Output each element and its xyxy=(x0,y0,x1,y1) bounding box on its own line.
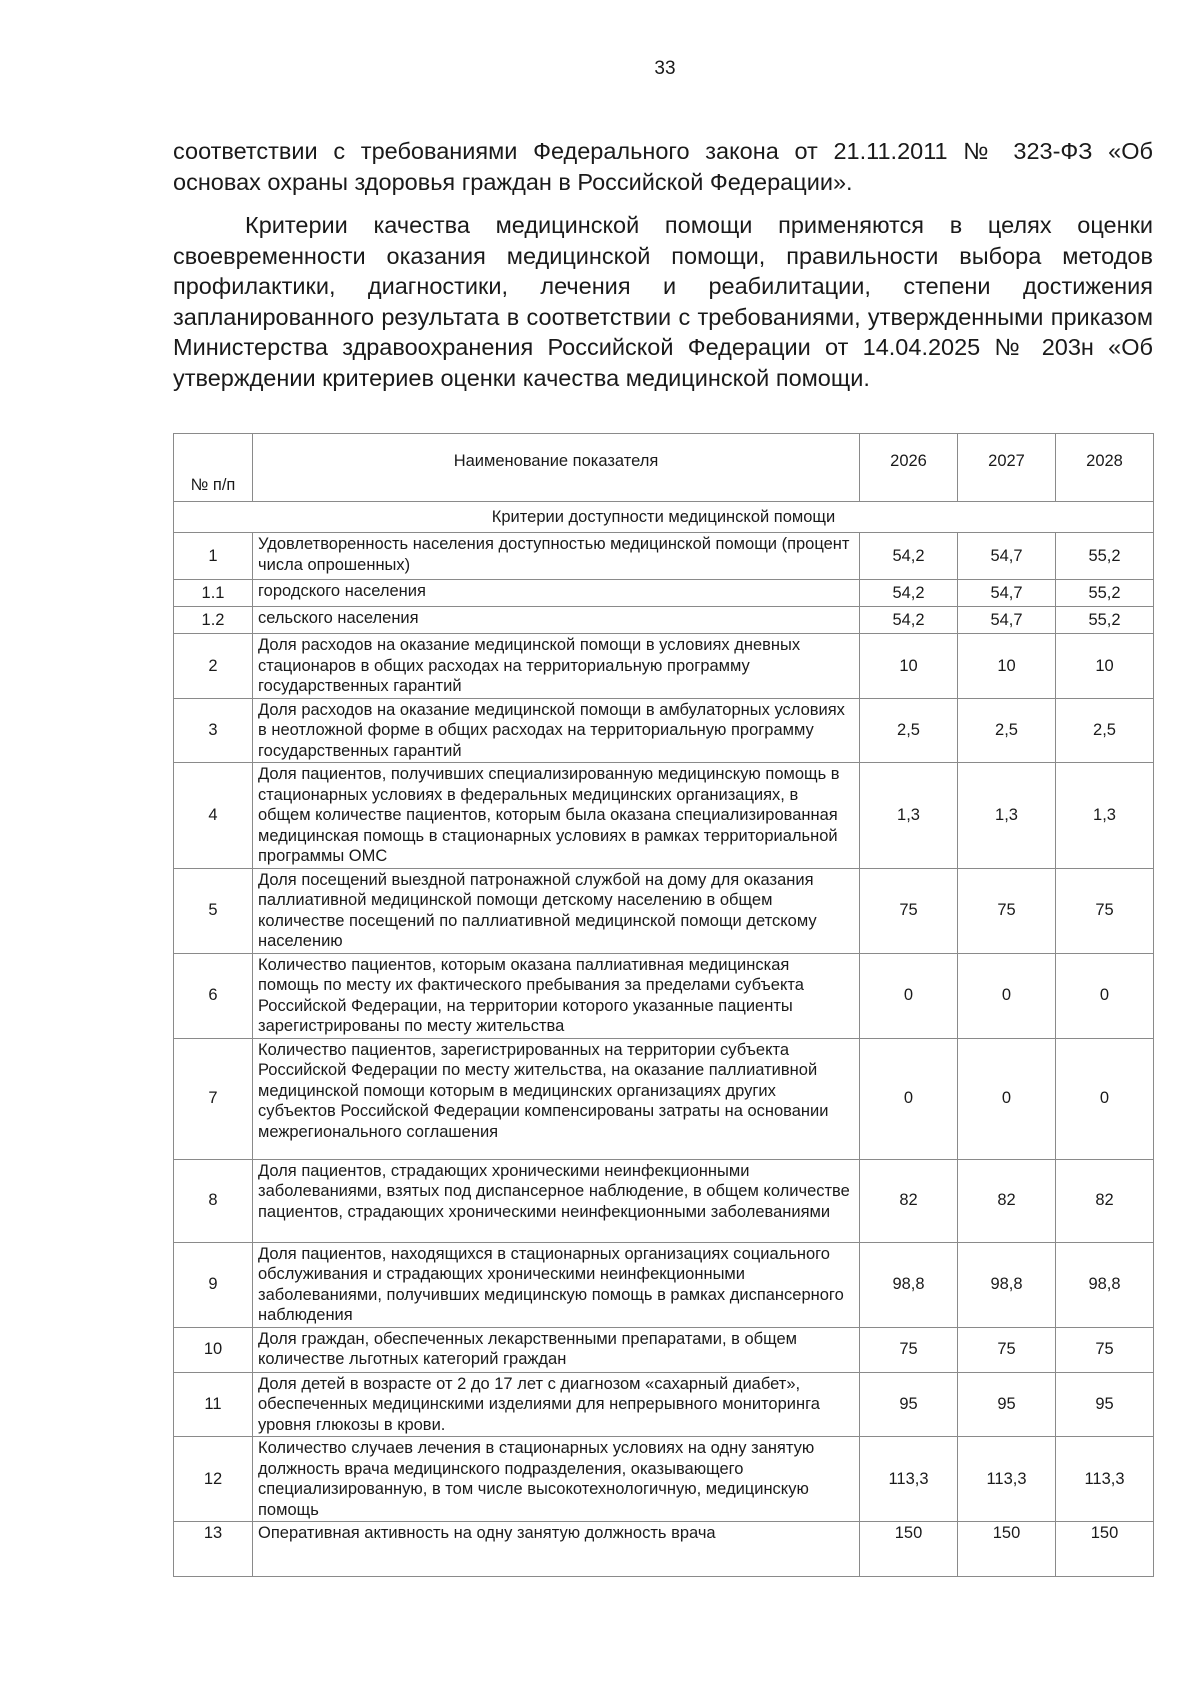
row-value-2027: 75 xyxy=(958,1327,1056,1372)
row-indicator-name: Доля пациентов, находящихся в стационарных организациях социального обслуживания и страдающих хроническими неинфекционными заболеваниями, получивших медицинскую помощь в рамках диспансерного наблюдения xyxy=(253,1242,860,1327)
row-number: 1.2 xyxy=(174,607,253,634)
table-row xyxy=(174,1437,1154,1522)
row-indicator-name: Доля посещений выездной патронажной службой на дому для оказания паллиативной медицинской помощи детскому населению в общем количестве посещений по паллиативной медицинской помощи детскому населению xyxy=(253,868,860,953)
row-value-2026: 54,2 xyxy=(860,580,958,607)
row-value-2026: 1,3 xyxy=(860,763,958,869)
row-value-2028: 55,2 xyxy=(1056,580,1154,607)
row-value-2026: 113,3 xyxy=(860,1437,958,1522)
table-row xyxy=(174,1159,1154,1242)
row-number: 2 xyxy=(174,634,253,699)
row-value-2026: 150 xyxy=(860,1522,958,1577)
row-indicator-name: Количество случаев лечения в стационарных условиях на одну занятую должность врача медицинского подразделения, оказывающего специализированную, в том числе высокотехнологичную, медицинскую помощь xyxy=(253,1437,860,1522)
row-value-2028: 75 xyxy=(1056,868,1154,953)
row-value-2027: 0 xyxy=(958,953,1056,1038)
row-value-2026: 75 xyxy=(860,868,958,953)
row-indicator-name: Оперативная активность на одну занятую должность врача xyxy=(253,1522,860,1577)
row-value-2027: 95 xyxy=(958,1372,1056,1437)
row-value-2027: 98,8 xyxy=(958,1242,1056,1327)
row-indicator-name: Доля граждан, обеспеченных лекарственными препаратами, в общем количестве льготных категорий граждан xyxy=(253,1327,860,1372)
row-value-2027: 54,7 xyxy=(958,580,1056,607)
row-value-2026: 10 xyxy=(860,634,958,699)
table-row xyxy=(174,607,1154,634)
table-row xyxy=(174,763,1154,869)
row-value-2028: 2,5 xyxy=(1056,698,1154,763)
paragraph-criteria: Критерии качества медицинской помощи применяются в целях оценки своевременности оказания медицинской помощи, правильности выбора методов профилактики, диагностики, лечения и реабилитации, степени достижения запланированного результата в соответствии с требованиями, утвержденными приказом Министерства здравоохранения Российской Федерации от 14.04.2025 № 203н «Об утверждении критериев оценки качества медицинской помощи. xyxy=(173,212,1153,391)
row-value-2028: 55,2 xyxy=(1056,607,1154,634)
row-value-2028: 1,3 xyxy=(1056,763,1154,869)
section-row xyxy=(174,502,1154,533)
section-title: Критерии доступности медицинской помощи xyxy=(174,502,1154,533)
row-value-2026: 98,8 xyxy=(860,1242,958,1327)
row-value-2028: 113,3 xyxy=(1056,1437,1154,1522)
table-row xyxy=(174,533,1154,580)
row-indicator-name: Удовлетворенность населения доступностью медицинской помощи (процент числа опрошенных) xyxy=(253,533,860,580)
row-value-2026: 0 xyxy=(860,1038,958,1159)
row-value-2028: 95 xyxy=(1056,1372,1154,1437)
row-value-2028: 98,8 xyxy=(1056,1242,1154,1327)
row-indicator-name: Доля пациентов, страдающих хроническими неинфекционными заболеваниями, взятых под диспансерное наблюдение, в общем количестве пациентов, страдающих хроническими неинфекционными заболеваниями xyxy=(253,1159,860,1242)
row-indicator-name: сельского населения xyxy=(253,607,860,634)
row-value-2028: 82 xyxy=(1056,1159,1154,1242)
table-row xyxy=(174,1522,1154,1577)
row-value-2027: 54,7 xyxy=(958,607,1056,634)
table-row xyxy=(174,1372,1154,1437)
table-header-row xyxy=(174,434,1154,502)
criteria-table xyxy=(173,433,1154,1577)
page-number: 33 xyxy=(654,58,676,79)
row-indicator-name: городского населения xyxy=(253,580,860,607)
row-indicator-name: Количество пациентов, которым оказана паллиативная медицинская помощь по месту их фактического пребывания за пределами субъекта Российской Федерации, на территории которого указанные пациенты зарегистрированы по месту жительства xyxy=(253,953,860,1038)
row-value-2027: 150 xyxy=(958,1522,1056,1577)
table-row xyxy=(174,1038,1154,1159)
row-value-2027: 1,3 xyxy=(958,763,1056,869)
row-value-2027: 10 xyxy=(958,634,1056,699)
row-value-2026: 54,2 xyxy=(860,607,958,634)
row-value-2028: 75 xyxy=(1056,1327,1154,1372)
row-number: 11 xyxy=(174,1372,253,1437)
header-year-2026: 2026 xyxy=(860,434,958,502)
row-number: 6 xyxy=(174,953,253,1038)
table-row xyxy=(174,953,1154,1038)
row-number: 1.1 xyxy=(174,580,253,607)
row-value-2026: 82 xyxy=(860,1159,958,1242)
table-row xyxy=(174,1327,1154,1372)
row-number: 9 xyxy=(174,1242,253,1327)
row-value-2028: 0 xyxy=(1056,953,1154,1038)
row-value-2026: 95 xyxy=(860,1372,958,1437)
table-row xyxy=(174,634,1154,699)
row-number: 10 xyxy=(174,1327,253,1372)
row-number: 5 xyxy=(174,868,253,953)
row-number: 8 xyxy=(174,1159,253,1242)
row-number: 13 xyxy=(174,1522,253,1577)
row-number: 1 xyxy=(174,533,253,580)
row-number: 3 xyxy=(174,698,253,763)
table-row xyxy=(174,580,1154,607)
paragraph-continuation: соответствии с требованиями Федерального закона от 21.11.2011 № 323-ФЗ «Об основах охраны здоровья граждан в Российской Федерации». xyxy=(173,138,1153,195)
row-value-2028: 55,2 xyxy=(1056,533,1154,580)
row-indicator-name: Доля детей в возрасте от 2 до 17 лет с диагнозом «сахарный диабет», обеспеченных медицинскими изделиями для непрерывного мониторинга уровня глюкозы в крови. xyxy=(253,1372,860,1437)
table-row xyxy=(174,1242,1154,1327)
table-row xyxy=(174,868,1154,953)
row-indicator-name: Количество пациентов, зарегистрированных на территории субъекта Российской Федерации по месту жительства, на оказание паллиативной медицинской помощи которым в медицинских организациях других субъектов Российской Федерации компенсированы затраты на основании межрегионального соглашения xyxy=(253,1038,860,1159)
header-number: № п/п xyxy=(174,434,253,502)
row-value-2026: 75 xyxy=(860,1327,958,1372)
header-indicator-name: Наименование показателя xyxy=(253,434,860,502)
row-value-2027: 54,7 xyxy=(958,533,1056,580)
row-indicator-name: Доля пациентов, получивших специализированную медицинскую помощь в стационарных условиях в федеральных медицинских организациях, в общем количестве пациентов, которым была оказана специализированная медицинская помощь в стационарных условиях в рамках территориальной программы ОМС xyxy=(253,763,860,869)
row-value-2027: 2,5 xyxy=(958,698,1056,763)
row-number: 4 xyxy=(174,763,253,869)
row-value-2028: 10 xyxy=(1056,634,1154,699)
row-value-2027: 113,3 xyxy=(958,1437,1056,1522)
row-indicator-name: Доля расходов на оказание медицинской помощи в условиях дневных стационаров в общих расходах на территориальную программу государственных гарантий xyxy=(253,634,860,699)
row-indicator-name: Доля расходов на оказание медицинской помощи в амбулаторных условиях в неотложной форме в общих расходах на территориальную программу государственных гарантий xyxy=(253,698,860,763)
row-value-2026: 2,5 xyxy=(860,698,958,763)
row-number: 7 xyxy=(174,1038,253,1159)
row-value-2026: 0 xyxy=(860,953,958,1038)
row-value-2028: 0 xyxy=(1056,1038,1154,1159)
row-value-2027: 82 xyxy=(958,1159,1056,1242)
row-value-2027: 75 xyxy=(958,868,1056,953)
header-year-2027: 2027 xyxy=(958,434,1056,502)
row-value-2026: 54,2 xyxy=(860,533,958,580)
row-value-2027: 0 xyxy=(958,1038,1056,1159)
header-year-2028: 2028 xyxy=(1056,434,1154,502)
row-value-2028: 150 xyxy=(1056,1522,1154,1577)
table-row xyxy=(174,698,1154,763)
row-number: 12 xyxy=(174,1437,253,1522)
